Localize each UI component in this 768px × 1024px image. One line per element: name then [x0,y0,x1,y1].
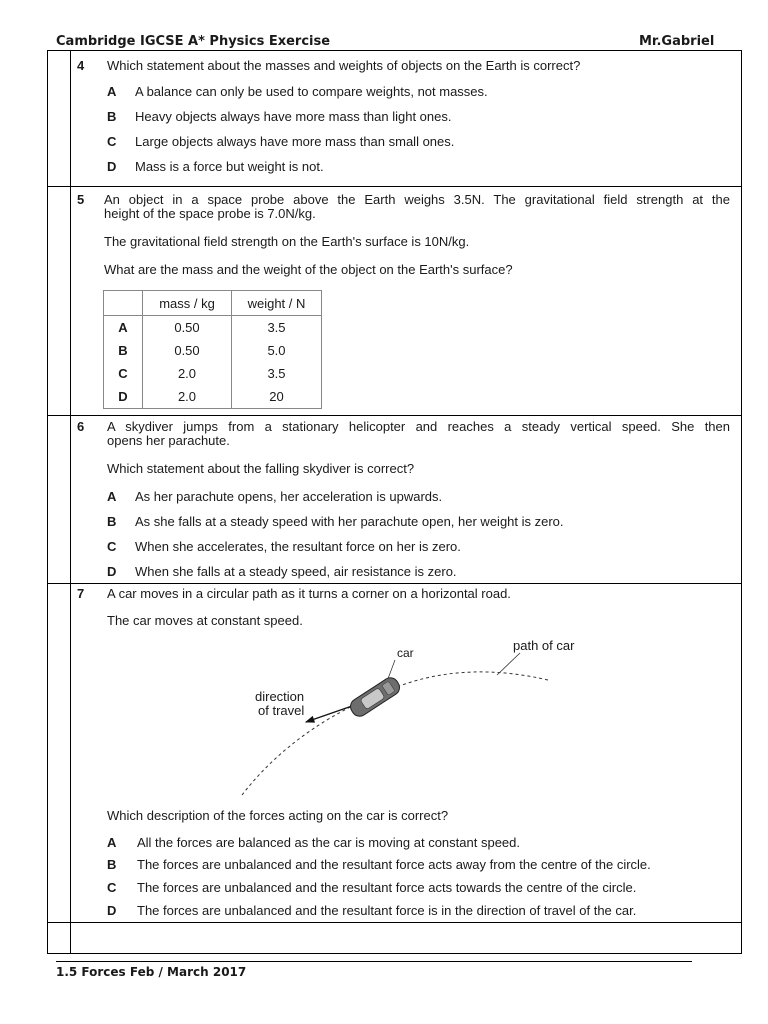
question-stem: Which statement about the masses and weights of objects on the Earth is correct? [107,58,581,73]
option-text: Heavy objects always have more mass than light ones. [135,109,452,124]
header-title: Cambridge IGCSE A* Physics Exercise [56,34,331,49]
table-cell: D [104,385,143,409]
table-cell: 3.5 [232,362,322,385]
car-label: car [397,646,414,660]
question-number: 7 [77,586,85,601]
table-cell: 2.0 [143,385,232,409]
question-stem: A car moves in a circular path as it turns a corner on a horizontal road. [107,586,511,601]
table-cell: 20 [232,385,322,409]
question-info: The car moves at constant speed. [107,613,303,628]
question-stem-continued: height of the space probe is 7.0N/kg. [104,206,316,221]
path-label: path of car [513,638,575,653]
question-number: 6 [77,419,85,434]
table-cell: B [104,339,143,362]
question-prompt: Which statement about the falling skydiver is correct? [107,461,415,476]
option-text: A balance can only be used to compare weights, not masses. [135,84,488,99]
question-prompt: Which description of the forces acting on the car is correct? [107,808,449,823]
table-cell: 2.0 [143,362,232,385]
option-text: The forces are unbalanced and the resultant force is in the direction of travel of the car. [137,903,637,918]
footer-rule [56,961,692,962]
question-number: 4 [77,58,85,73]
path-label-leader [497,653,520,675]
table-cell: 0.50 [143,339,232,362]
option-letter: D [107,159,117,174]
question-number: 5 [77,192,85,207]
header-author: Mr.Gabriel [639,34,715,49]
option-text: The forces are unbalanced and the resultant force acts towards the centre of the circle. [137,880,637,895]
table-cell: C [104,362,143,385]
option-text: When she falls at a steady speed, air resistance is zero. [135,564,457,579]
car-icon [347,675,402,720]
footer-text: 1.5 Forces Feb / March 2017 [56,965,247,979]
option-letter: B [107,514,117,529]
option-text: Large objects always have more mass than small ones. [135,134,455,149]
option-letter: B [107,857,117,872]
question-info: The gravitational field strength on the Earth's surface is 10N/kg. [104,234,470,249]
table-cell: 5.0 [232,339,322,362]
question-stem: An object in a space probe above the Earth weighs 3.5N. The gravitational field strength at the [104,192,730,207]
option-letter: C [107,539,117,554]
option-letter: D [107,564,117,579]
option-letter: A [107,489,117,504]
option-text: As she falls at a steady speed with her parachute open, her weight is zero. [135,514,564,529]
option-text: The forces are unbalanced and the resultant force acts away from the centre of the circle. [137,857,651,872]
option-letter: D [107,903,117,918]
direction-label: direction [255,689,305,704]
option-text: Mass is a force but weight is not. [135,159,324,174]
question-stem-continued: opens her parachute. [107,433,230,448]
table-cell: 0.50 [143,316,232,340]
option-letter: B [107,109,117,124]
option-text: All the forces are balanced as the car is moving at constant speed. [137,835,520,850]
option-letter: C [107,134,117,149]
option-letter: A [107,84,117,99]
table-header-cell: mass / kg [143,291,232,316]
direction-label: of travel [258,703,305,718]
option-text: When she accelerates, the resultant force on her is zero. [135,539,461,554]
direction-arrow [306,706,352,722]
option-text: As her parachute opens, her acceleration is upwards. [135,489,443,504]
table-cell: 3.5 [232,316,322,340]
question-stem: A skydiver jumps from a stationary helicopter and reaches a steady vertical speed. She then [107,419,730,434]
option-letter: A [107,835,117,850]
table-cell: A [104,316,143,340]
option-letter: C [107,880,117,895]
table-header-cell: weight / N [232,291,322,316]
question-prompt: What are the mass and the weight of the object on the Earth's surface? [104,262,513,277]
